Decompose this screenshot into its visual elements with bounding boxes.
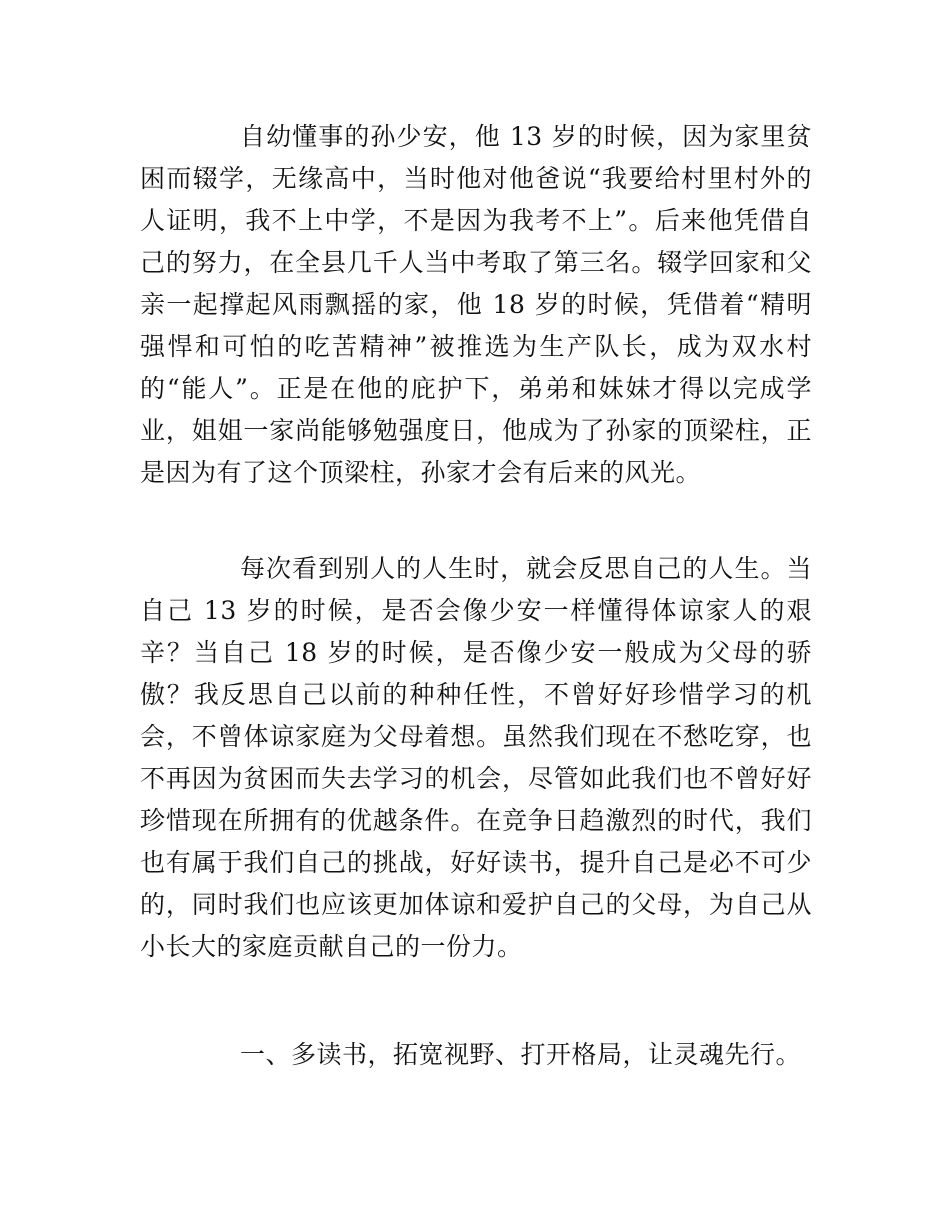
paragraph-sun-shaoan: 自幼懂事的孙少安，他 13 岁的时候，因为家里贫困而辍学，无缘高中，当时他对他爸说“我要给村里村外的人证明，我不上中学，不是因为我考不上”。后来他凭借自己的努力，在全县几千人当中考取了第三名。辍学回家和父亲一起撑起风雨飘摇的家，他 18 岁的时候，凭借着“精明强悍和可怕的吃苦精神”被推选为生产队长，成为双水村的“能人”。正是在他的庇护下，弟弟和妹妹才得以完成学业，姐姐一家尚能够勉强度日，他成为了孙家的顶梁柱，正是因为有了这个顶梁柱，孙家才会有后来的风光。: [140, 122, 812, 487]
section-heading-read-more: 一、多读书，拓宽视野、打开格局，让灵魂先行。: [240, 1040, 802, 1069]
paragraph-self-reflection: 每次看到别人的人生时，就会反思自己的人生。当自己 13 岁的时候，是否会像少安一样懂得体谅家人的艰辛？当自己 18 岁的时候，是否像少安一般成为父母的骄傲？我反思自己以前的种种任性，不曾好好珍惜学习的机会，不曾体谅家庭为父母着想。虽然我们现在不愁吃穿，也不再因为贫困而失去学习的机会，尽管如此我们也不曾好好珍惜现在所拥有的优越条件。在竞争日趋激烈的时代，我们也有属于我们自己的挑战，好好读书，提升自己是必不可少的，同时我们也应该更加体谅和爱护自己的父母，为自己从小长大的家庭贡献自己的一份力。: [140, 554, 812, 961]
